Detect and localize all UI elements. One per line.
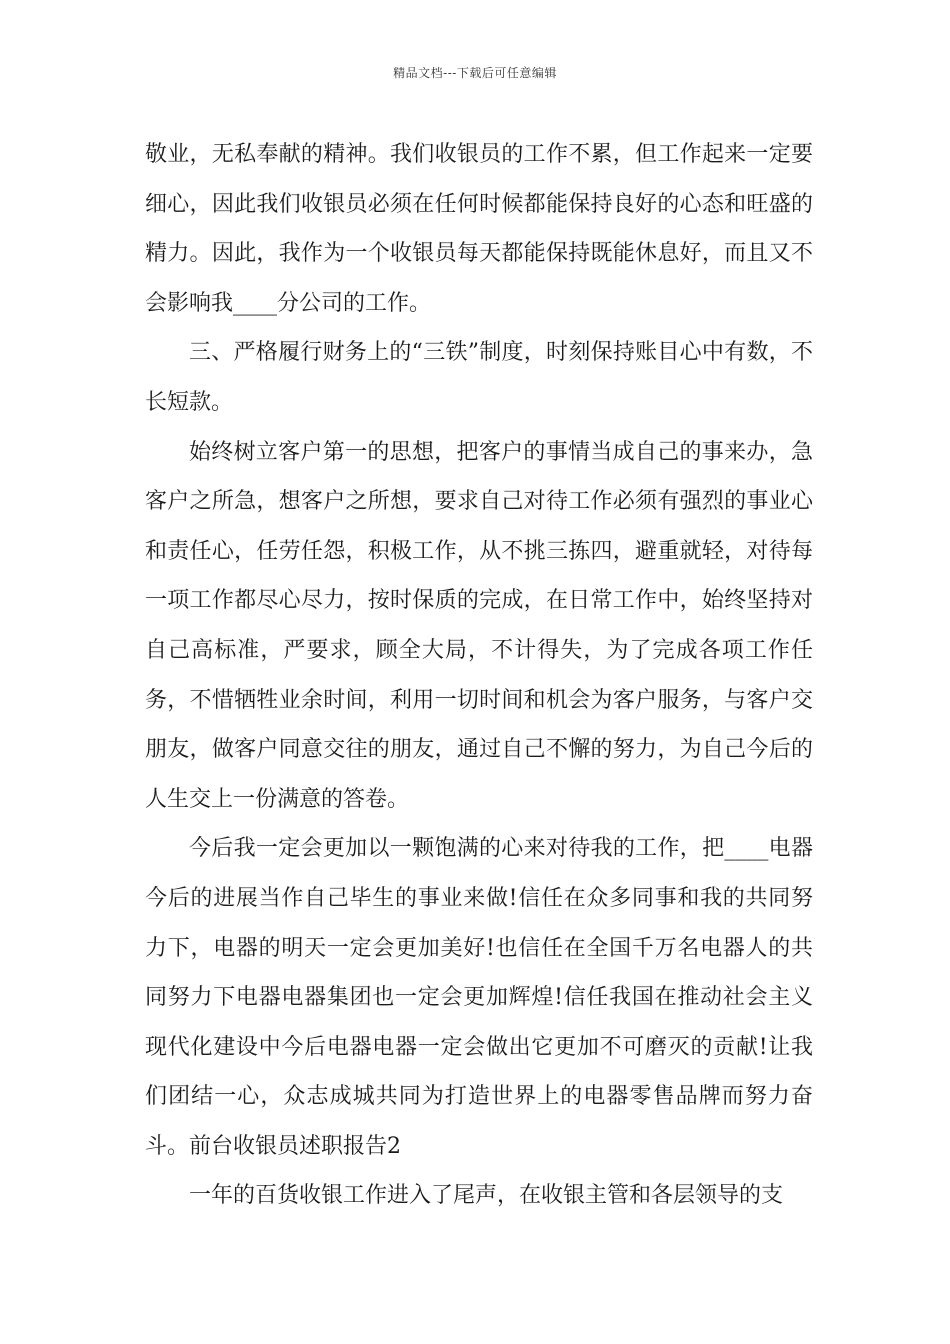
paragraph: 始终树立客户第一的思想，把客户的事情当成自己的事来办，急客户之所急，想客户之所想，要求自己对待工作必须有强烈的事业心和责任心，任劳任怨，积极工作，从不挑三拣四，避重就轻，对待每一项工作都尽心尽力，按时保质的完成，在日常工作中，始终坚持对自己高标准，严要求，顾全大局，不计得失，为了完成各项工作任务，不惜牺牲业余时间，利用一切时间和机会为客户服务，与客户交朋友，做客户同意交往的朋友，通过自己不懈的努力，为自己今后的人生交上一份满意的答卷。 bbox=[145, 439, 813, 812]
paragraph: 一年的百货收银工作进入了尾声，在收银主管和各层领导的支 bbox=[189, 1183, 784, 1209]
page-header: 精品文档---下载后可任意编辑 bbox=[393, 66, 557, 80]
paragraph: 今后我一定会更加以一颗饱满的心来对待我的工作，把____电器今后的进展当作自己毕生的事业来做!信任在众多同事和我的共同努力下，电器的明天一定会更加美好!也信任在全国千万名电器人的共同努力下电器电器集团也一定会更加辉煌!信任我国在推动社会主义现代化建设中今后电器电器一定会做出它更加不可磨灭的贡献!让我们团结一心，众志成城共同为打造世界上的电器零售品牌而努力奋斗。前台收银员述职报告2 bbox=[145, 836, 813, 1159]
paragraph: 三、严格履行财务上的“三铁”制度，时刻保持账目心中有数，不长短款。 bbox=[145, 340, 813, 415]
document-body bbox=[145, 130, 813, 1221]
paragraph: 敬业，无私奉献的精神。我们收银员的工作不累，但工作起来一定要细心，因此我们收银员必须在任何时候都能保持良好的心态和旺盛的精力。因此，我作为一个收银员每天都能保持既能休息好，而且又不会影响我____分公司的工作。 bbox=[145, 142, 813, 316]
